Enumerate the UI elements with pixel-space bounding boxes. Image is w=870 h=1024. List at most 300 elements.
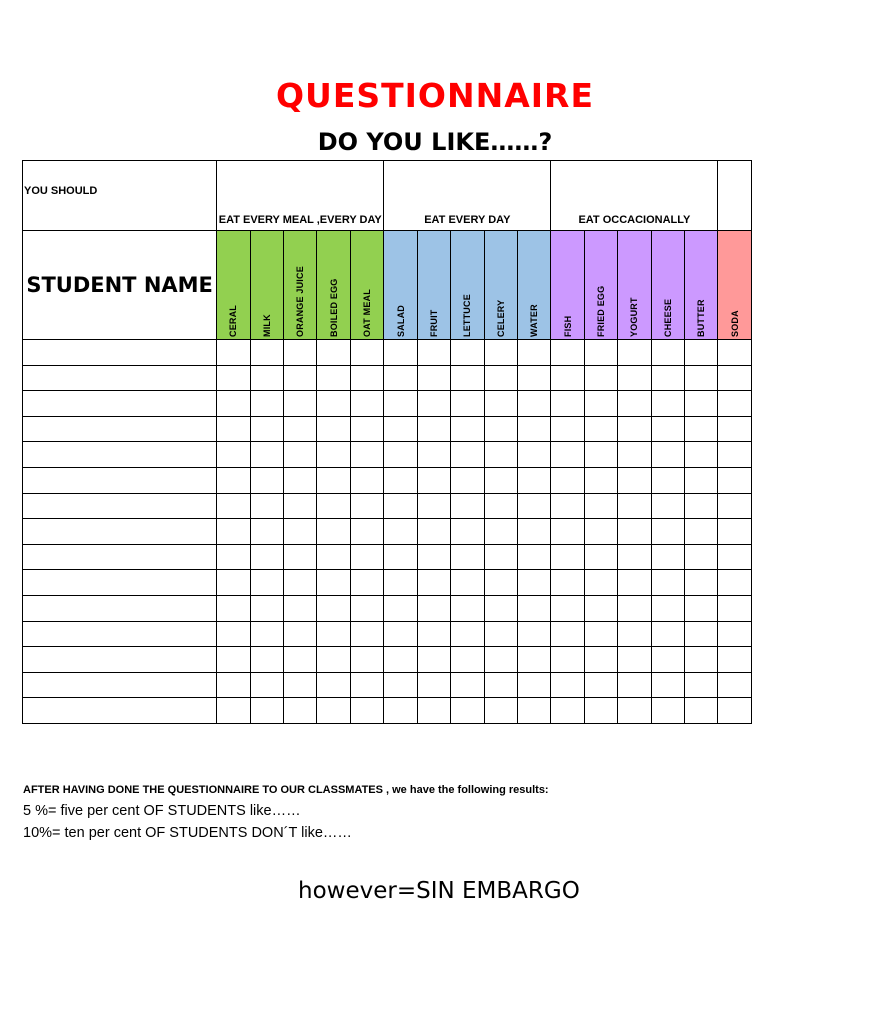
answer-cell[interactable] — [517, 519, 550, 545]
answer-cell[interactable] — [718, 391, 752, 417]
student-name-cell[interactable] — [23, 698, 217, 724]
answer-cell[interactable] — [718, 621, 752, 647]
student-name-cell[interactable] — [23, 416, 217, 442]
answer-cell[interactable] — [250, 416, 283, 442]
answer-cell[interactable] — [651, 391, 684, 417]
answer-cell[interactable] — [384, 442, 417, 468]
answer-cell[interactable] — [484, 365, 517, 391]
answer-cell[interactable] — [718, 698, 752, 724]
questionnaire-table-wrapper — [22, 160, 740, 728]
answer-cell[interactable] — [250, 391, 283, 417]
answer-cell[interactable] — [517, 493, 550, 519]
answer-cell[interactable] — [551, 544, 584, 570]
answer-cell[interactable] — [584, 365, 617, 391]
answer-cell[interactable] — [384, 416, 417, 442]
answer-cell[interactable] — [217, 467, 250, 493]
answer-cell[interactable] — [250, 519, 283, 545]
student-name-cell[interactable] — [23, 442, 217, 468]
answer-cell[interactable] — [284, 519, 317, 545]
student-name-header: STUDENT NAME — [23, 231, 217, 340]
answer-cell[interactable] — [451, 647, 484, 673]
answer-cell[interactable] — [417, 621, 450, 647]
answer-cell[interactable] — [417, 493, 450, 519]
answer-cell[interactable] — [584, 647, 617, 673]
student-row — [23, 416, 752, 442]
food-header-yogurt — [618, 231, 651, 340]
answer-cell[interactable] — [651, 570, 684, 596]
answer-cell[interactable] — [284, 647, 317, 673]
answer-cell[interactable] — [284, 416, 317, 442]
answer-cell[interactable] — [317, 544, 350, 570]
answer-cell[interactable] — [350, 442, 383, 468]
food-header-milk — [250, 231, 283, 340]
food-label: BOILED EGG — [328, 278, 339, 337]
answer-cell[interactable] — [718, 544, 752, 570]
answer-cell[interactable] — [618, 621, 651, 647]
answer-cell[interactable] — [718, 595, 752, 621]
student-name-cell[interactable] — [23, 595, 217, 621]
answer-cell[interactable] — [350, 340, 383, 366]
answer-cell[interactable] — [350, 493, 383, 519]
answer-cell[interactable] — [417, 698, 450, 724]
food-header-oat-meal — [350, 231, 383, 340]
answer-cell[interactable] — [651, 519, 684, 545]
food-header-celery — [484, 231, 517, 340]
page-title: QUESTIONNAIRE — [275, 76, 594, 115]
answer-cell[interactable] — [350, 519, 383, 545]
answer-cell[interactable] — [350, 416, 383, 442]
answer-cell[interactable] — [651, 621, 684, 647]
answer-cell[interactable] — [517, 647, 550, 673]
answer-cell[interactable] — [551, 467, 584, 493]
answer-cell[interactable] — [284, 544, 317, 570]
answer-cell[interactable] — [217, 570, 250, 596]
answer-cell[interactable] — [618, 365, 651, 391]
page-subtitle: DO YOU LIKE……? — [317, 128, 553, 156]
answer-cell[interactable] — [451, 365, 484, 391]
food-label: YOGURT — [629, 297, 640, 337]
answer-cell[interactable] — [684, 570, 717, 596]
student-row — [23, 340, 752, 366]
answer-cell[interactable] — [217, 340, 250, 366]
answer-cell[interactable] — [517, 595, 550, 621]
answer-cell[interactable] — [651, 365, 684, 391]
answer-cell[interactable] — [250, 544, 283, 570]
answer-cell[interactable] — [451, 595, 484, 621]
answer-cell[interactable] — [584, 340, 617, 366]
answer-cell[interactable] — [350, 544, 383, 570]
answer-cell[interactable] — [484, 698, 517, 724]
food-label: CELERY — [495, 299, 506, 337]
answer-cell[interactable] — [684, 544, 717, 570]
answer-cell[interactable] — [317, 519, 350, 545]
answer-cell[interactable] — [551, 672, 584, 698]
answer-cell[interactable] — [451, 493, 484, 519]
answer-cell[interactable] — [384, 672, 417, 698]
answer-cell[interactable] — [384, 493, 417, 519]
answer-cell[interactable] — [684, 365, 717, 391]
answer-cell[interactable] — [684, 647, 717, 673]
food-label: CERAL — [228, 305, 239, 337]
answer-cell[interactable] — [350, 570, 383, 596]
answer-cell[interactable] — [384, 647, 417, 673]
answer-cell[interactable] — [317, 391, 350, 417]
answer-cell[interactable] — [618, 493, 651, 519]
student-name-cell[interactable] — [23, 621, 217, 647]
answer-cell[interactable] — [451, 570, 484, 596]
answer-cell[interactable] — [684, 595, 717, 621]
answer-cell[interactable] — [718, 467, 752, 493]
answer-cell[interactable] — [217, 544, 250, 570]
answer-cell[interactable] — [684, 493, 717, 519]
answer-cell[interactable] — [551, 570, 584, 596]
questionnaire-table — [22, 160, 752, 724]
answer-cell[interactable] — [618, 544, 651, 570]
answer-cell[interactable] — [584, 595, 617, 621]
answer-cell[interactable] — [451, 467, 484, 493]
answer-cell[interactable] — [584, 698, 617, 724]
answer-cell[interactable] — [618, 647, 651, 673]
answer-cell[interactable] — [551, 365, 584, 391]
answer-cell[interactable] — [718, 647, 752, 673]
answer-cell[interactable] — [551, 493, 584, 519]
answer-cell[interactable] — [517, 544, 550, 570]
answer-cell[interactable] — [484, 467, 517, 493]
answer-cell[interactable] — [417, 647, 450, 673]
answer-cell[interactable] — [651, 544, 684, 570]
answer-cell[interactable] — [684, 416, 717, 442]
food-label: LETTUCE — [462, 294, 473, 337]
answer-cell[interactable] — [217, 442, 250, 468]
answer-cell[interactable] — [284, 672, 317, 698]
answer-cell[interactable] — [451, 442, 484, 468]
answer-cell[interactable] — [417, 416, 450, 442]
answer-cell[interactable] — [684, 340, 717, 366]
answer-cell[interactable] — [284, 340, 317, 366]
answer-cell[interactable] — [651, 672, 684, 698]
answer-cell[interactable] — [384, 595, 417, 621]
answer-cell[interactable] — [651, 493, 684, 519]
answer-cell[interactable] — [250, 365, 283, 391]
answer-cell[interactable] — [250, 570, 283, 596]
student-name-cell[interactable] — [23, 519, 217, 545]
answer-cell[interactable] — [684, 442, 717, 468]
answer-cell[interactable] — [284, 698, 317, 724]
food-header-lettuce — [451, 231, 484, 340]
answer-cell[interactable] — [718, 570, 752, 596]
answer-cell[interactable] — [451, 672, 484, 698]
answer-cell[interactable] — [551, 391, 584, 417]
answer-cell[interactable] — [718, 519, 752, 545]
answer-cell[interactable] — [350, 365, 383, 391]
answer-cell[interactable] — [217, 391, 250, 417]
answer-cell[interactable] — [384, 621, 417, 647]
answer-cell[interactable] — [584, 493, 617, 519]
answer-cell[interactable] — [250, 621, 283, 647]
student-row — [23, 442, 752, 468]
answer-cell[interactable] — [217, 365, 250, 391]
answer-cell[interactable] — [584, 570, 617, 596]
food-header-ceral — [217, 231, 250, 340]
answer-cell[interactable] — [317, 365, 350, 391]
answer-cell[interactable] — [651, 467, 684, 493]
answer-cell[interactable] — [584, 519, 617, 545]
answer-cell[interactable] — [217, 698, 250, 724]
answer-cell[interactable] — [350, 647, 383, 673]
answer-cell[interactable] — [484, 544, 517, 570]
answer-cell[interactable] — [384, 570, 417, 596]
student-name-cell[interactable] — [23, 672, 217, 698]
answer-cell[interactable] — [417, 672, 450, 698]
answer-cell[interactable] — [417, 340, 450, 366]
answer-cell[interactable] — [517, 391, 550, 417]
answer-cell[interactable] — [651, 647, 684, 673]
answer-cell[interactable] — [551, 621, 584, 647]
student-name-cell[interactable] — [23, 493, 217, 519]
answer-cell[interactable] — [250, 493, 283, 519]
answer-cell[interactable] — [217, 493, 250, 519]
answer-cell[interactable] — [718, 340, 752, 366]
food-header-water — [517, 231, 550, 340]
answer-cell[interactable] — [484, 570, 517, 596]
answer-cell[interactable] — [651, 698, 684, 724]
student-name-cell[interactable] — [23, 365, 217, 391]
answer-cell[interactable] — [284, 595, 317, 621]
answer-cell[interactable] — [250, 595, 283, 621]
answer-cell[interactable] — [284, 467, 317, 493]
answer-cell[interactable] — [517, 672, 550, 698]
answer-cell[interactable] — [384, 519, 417, 545]
student-row — [23, 544, 752, 570]
answer-cell[interactable] — [618, 519, 651, 545]
answer-cell[interactable] — [517, 467, 550, 493]
answer-cell[interactable] — [584, 621, 617, 647]
answer-cell[interactable] — [584, 467, 617, 493]
answer-cell[interactable] — [618, 467, 651, 493]
answer-cell[interactable] — [484, 391, 517, 417]
food-header-salad — [384, 231, 417, 340]
answer-cell[interactable] — [384, 391, 417, 417]
answer-cell[interactable] — [284, 570, 317, 596]
answer-cell[interactable] — [384, 698, 417, 724]
answer-cell[interactable] — [484, 442, 517, 468]
answer-cell[interactable] — [718, 365, 752, 391]
answer-cell[interactable] — [250, 698, 283, 724]
student-row — [23, 595, 752, 621]
answer-cell[interactable] — [350, 467, 383, 493]
you-should-label: YOU SHOULD — [24, 185, 98, 197]
answer-cell[interactable] — [484, 493, 517, 519]
answer-cell[interactable] — [350, 595, 383, 621]
student-name-cell[interactable] — [23, 570, 217, 596]
answer-cell[interactable] — [484, 340, 517, 366]
answer-cell[interactable] — [350, 621, 383, 647]
answer-cell[interactable] — [250, 672, 283, 698]
answer-cell[interactable] — [317, 340, 350, 366]
food-label: FISH — [562, 315, 573, 337]
answer-cell[interactable] — [350, 391, 383, 417]
answer-cell[interactable] — [584, 391, 617, 417]
food-label: OAT MEAL — [362, 289, 373, 337]
answer-cell[interactable] — [317, 493, 350, 519]
answer-cell[interactable] — [384, 340, 417, 366]
answer-cell[interactable] — [451, 621, 484, 647]
group-header-other — [718, 161, 752, 231]
answer-cell[interactable] — [684, 672, 717, 698]
answer-cell[interactable] — [317, 647, 350, 673]
answer-cell[interactable] — [584, 416, 617, 442]
answer-cell[interactable] — [684, 621, 717, 647]
answer-cell[interactable] — [517, 570, 550, 596]
answer-cell[interactable] — [651, 442, 684, 468]
student-name-cell[interactable] — [23, 467, 217, 493]
food-label: SODA — [729, 310, 740, 337]
answer-cell[interactable] — [484, 416, 517, 442]
answer-cell[interactable] — [284, 442, 317, 468]
answer-cell[interactable] — [417, 391, 450, 417]
answer-cell[interactable] — [417, 467, 450, 493]
answer-cell[interactable] — [417, 595, 450, 621]
answer-cell[interactable] — [317, 467, 350, 493]
student-row — [23, 493, 752, 519]
answer-cell[interactable] — [618, 391, 651, 417]
food-header-cheese — [651, 231, 684, 340]
answer-cell[interactable] — [217, 595, 250, 621]
answer-cell[interactable] — [684, 391, 717, 417]
answer-cell[interactable] — [618, 340, 651, 366]
answer-cell[interactable] — [484, 647, 517, 673]
answer-cell[interactable] — [451, 544, 484, 570]
answer-cell[interactable] — [684, 467, 717, 493]
answer-cell[interactable] — [551, 340, 584, 366]
food-header-fried-egg — [584, 231, 617, 340]
answer-cell[interactable] — [284, 365, 317, 391]
answer-cell[interactable] — [517, 621, 550, 647]
answer-cell[interactable] — [618, 416, 651, 442]
answer-cell[interactable] — [684, 698, 717, 724]
answer-cell[interactable] — [551, 647, 584, 673]
answer-cell[interactable] — [718, 493, 752, 519]
answer-cell[interactable] — [551, 442, 584, 468]
answer-cell[interactable] — [517, 340, 550, 366]
answer-cell[interactable] — [451, 519, 484, 545]
answer-cell[interactable] — [317, 595, 350, 621]
answer-cell[interactable] — [284, 391, 317, 417]
answer-cell[interactable] — [317, 570, 350, 596]
answer-cell[interactable] — [484, 672, 517, 698]
answer-cell[interactable] — [584, 544, 617, 570]
answer-cell[interactable] — [284, 621, 317, 647]
food-header-butter — [684, 231, 717, 340]
student-row — [23, 672, 752, 698]
student-name-cell[interactable] — [23, 544, 217, 570]
answer-cell[interactable] — [384, 365, 417, 391]
food-label: FRIED EGG — [595, 285, 606, 337]
group-header-every-day: EAT EVERY DAY — [384, 161, 551, 231]
student-name-cell[interactable] — [23, 647, 217, 673]
results-intro: AFTER HAVING DONE THE QUESTIONNAIRE TO OUR CLASSMATES , we have the following results: — [23, 784, 549, 796]
answer-cell[interactable] — [417, 570, 450, 596]
answer-cell[interactable] — [618, 595, 651, 621]
answer-cell[interactable] — [517, 442, 550, 468]
food-label: WATER — [529, 304, 540, 337]
answer-cell[interactable] — [484, 519, 517, 545]
answer-cell[interactable] — [551, 595, 584, 621]
answer-cell[interactable] — [551, 416, 584, 442]
answer-cell[interactable] — [618, 442, 651, 468]
results-section — [23, 784, 743, 844]
answer-cell[interactable] — [651, 595, 684, 621]
answer-cell[interactable] — [350, 698, 383, 724]
answer-cell[interactable] — [250, 442, 283, 468]
answer-cell[interactable] — [517, 365, 550, 391]
answer-cell[interactable] — [317, 442, 350, 468]
answer-cell[interactable] — [517, 698, 550, 724]
answer-cell[interactable] — [417, 365, 450, 391]
food-header-fruit — [417, 231, 450, 340]
answer-cell[interactable] — [718, 442, 752, 468]
student-row — [23, 365, 752, 391]
answer-cell[interactable] — [451, 340, 484, 366]
answer-cell[interactable] — [651, 416, 684, 442]
answer-cell[interactable] — [317, 621, 350, 647]
answer-cell[interactable] — [484, 621, 517, 647]
answer-cell[interactable] — [451, 391, 484, 417]
food-header-soda — [718, 231, 752, 340]
answer-cell[interactable] — [384, 544, 417, 570]
answer-cell[interactable] — [551, 519, 584, 545]
answer-cell[interactable] — [618, 570, 651, 596]
answer-cell[interactable] — [250, 647, 283, 673]
answer-cell[interactable] — [417, 442, 450, 468]
answer-cell[interactable] — [384, 467, 417, 493]
answer-cell[interactable] — [250, 340, 283, 366]
answer-cell[interactable] — [417, 544, 450, 570]
answer-cell[interactable] — [618, 698, 651, 724]
food-label: MILK — [261, 314, 272, 337]
answer-cell[interactable] — [551, 698, 584, 724]
answer-cell[interactable] — [584, 672, 617, 698]
answer-cell[interactable] — [718, 672, 752, 698]
student-name-cell[interactable] — [23, 340, 217, 366]
answer-cell[interactable] — [350, 672, 383, 698]
answer-cell[interactable] — [317, 416, 350, 442]
answer-cell[interactable] — [417, 519, 450, 545]
group-header-every-meal: EAT EVERY MEAL ,EVERY DAY — [217, 161, 384, 231]
food-label: CHEESE — [662, 298, 673, 337]
answer-cell[interactable] — [684, 519, 717, 545]
group-header-row — [23, 161, 752, 231]
answer-cell[interactable] — [217, 416, 250, 442]
answer-cell[interactable] — [651, 340, 684, 366]
answer-cell[interactable] — [451, 416, 484, 442]
answer-cell[interactable] — [517, 416, 550, 442]
answer-cell[interactable] — [317, 698, 350, 724]
answer-cell[interactable] — [451, 698, 484, 724]
answer-cell[interactable] — [217, 672, 250, 698]
answer-cell[interactable] — [217, 519, 250, 545]
answer-cell[interactable] — [317, 672, 350, 698]
answer-cell[interactable] — [217, 621, 250, 647]
answer-cell[interactable] — [484, 595, 517, 621]
answer-cell[interactable] — [618, 672, 651, 698]
answer-cell[interactable] — [584, 442, 617, 468]
answer-cell[interactable] — [718, 416, 752, 442]
answer-cell[interactable] — [284, 493, 317, 519]
answer-cell[interactable] — [250, 467, 283, 493]
student-name-cell[interactable] — [23, 391, 217, 417]
answer-cell[interactable] — [217, 647, 250, 673]
